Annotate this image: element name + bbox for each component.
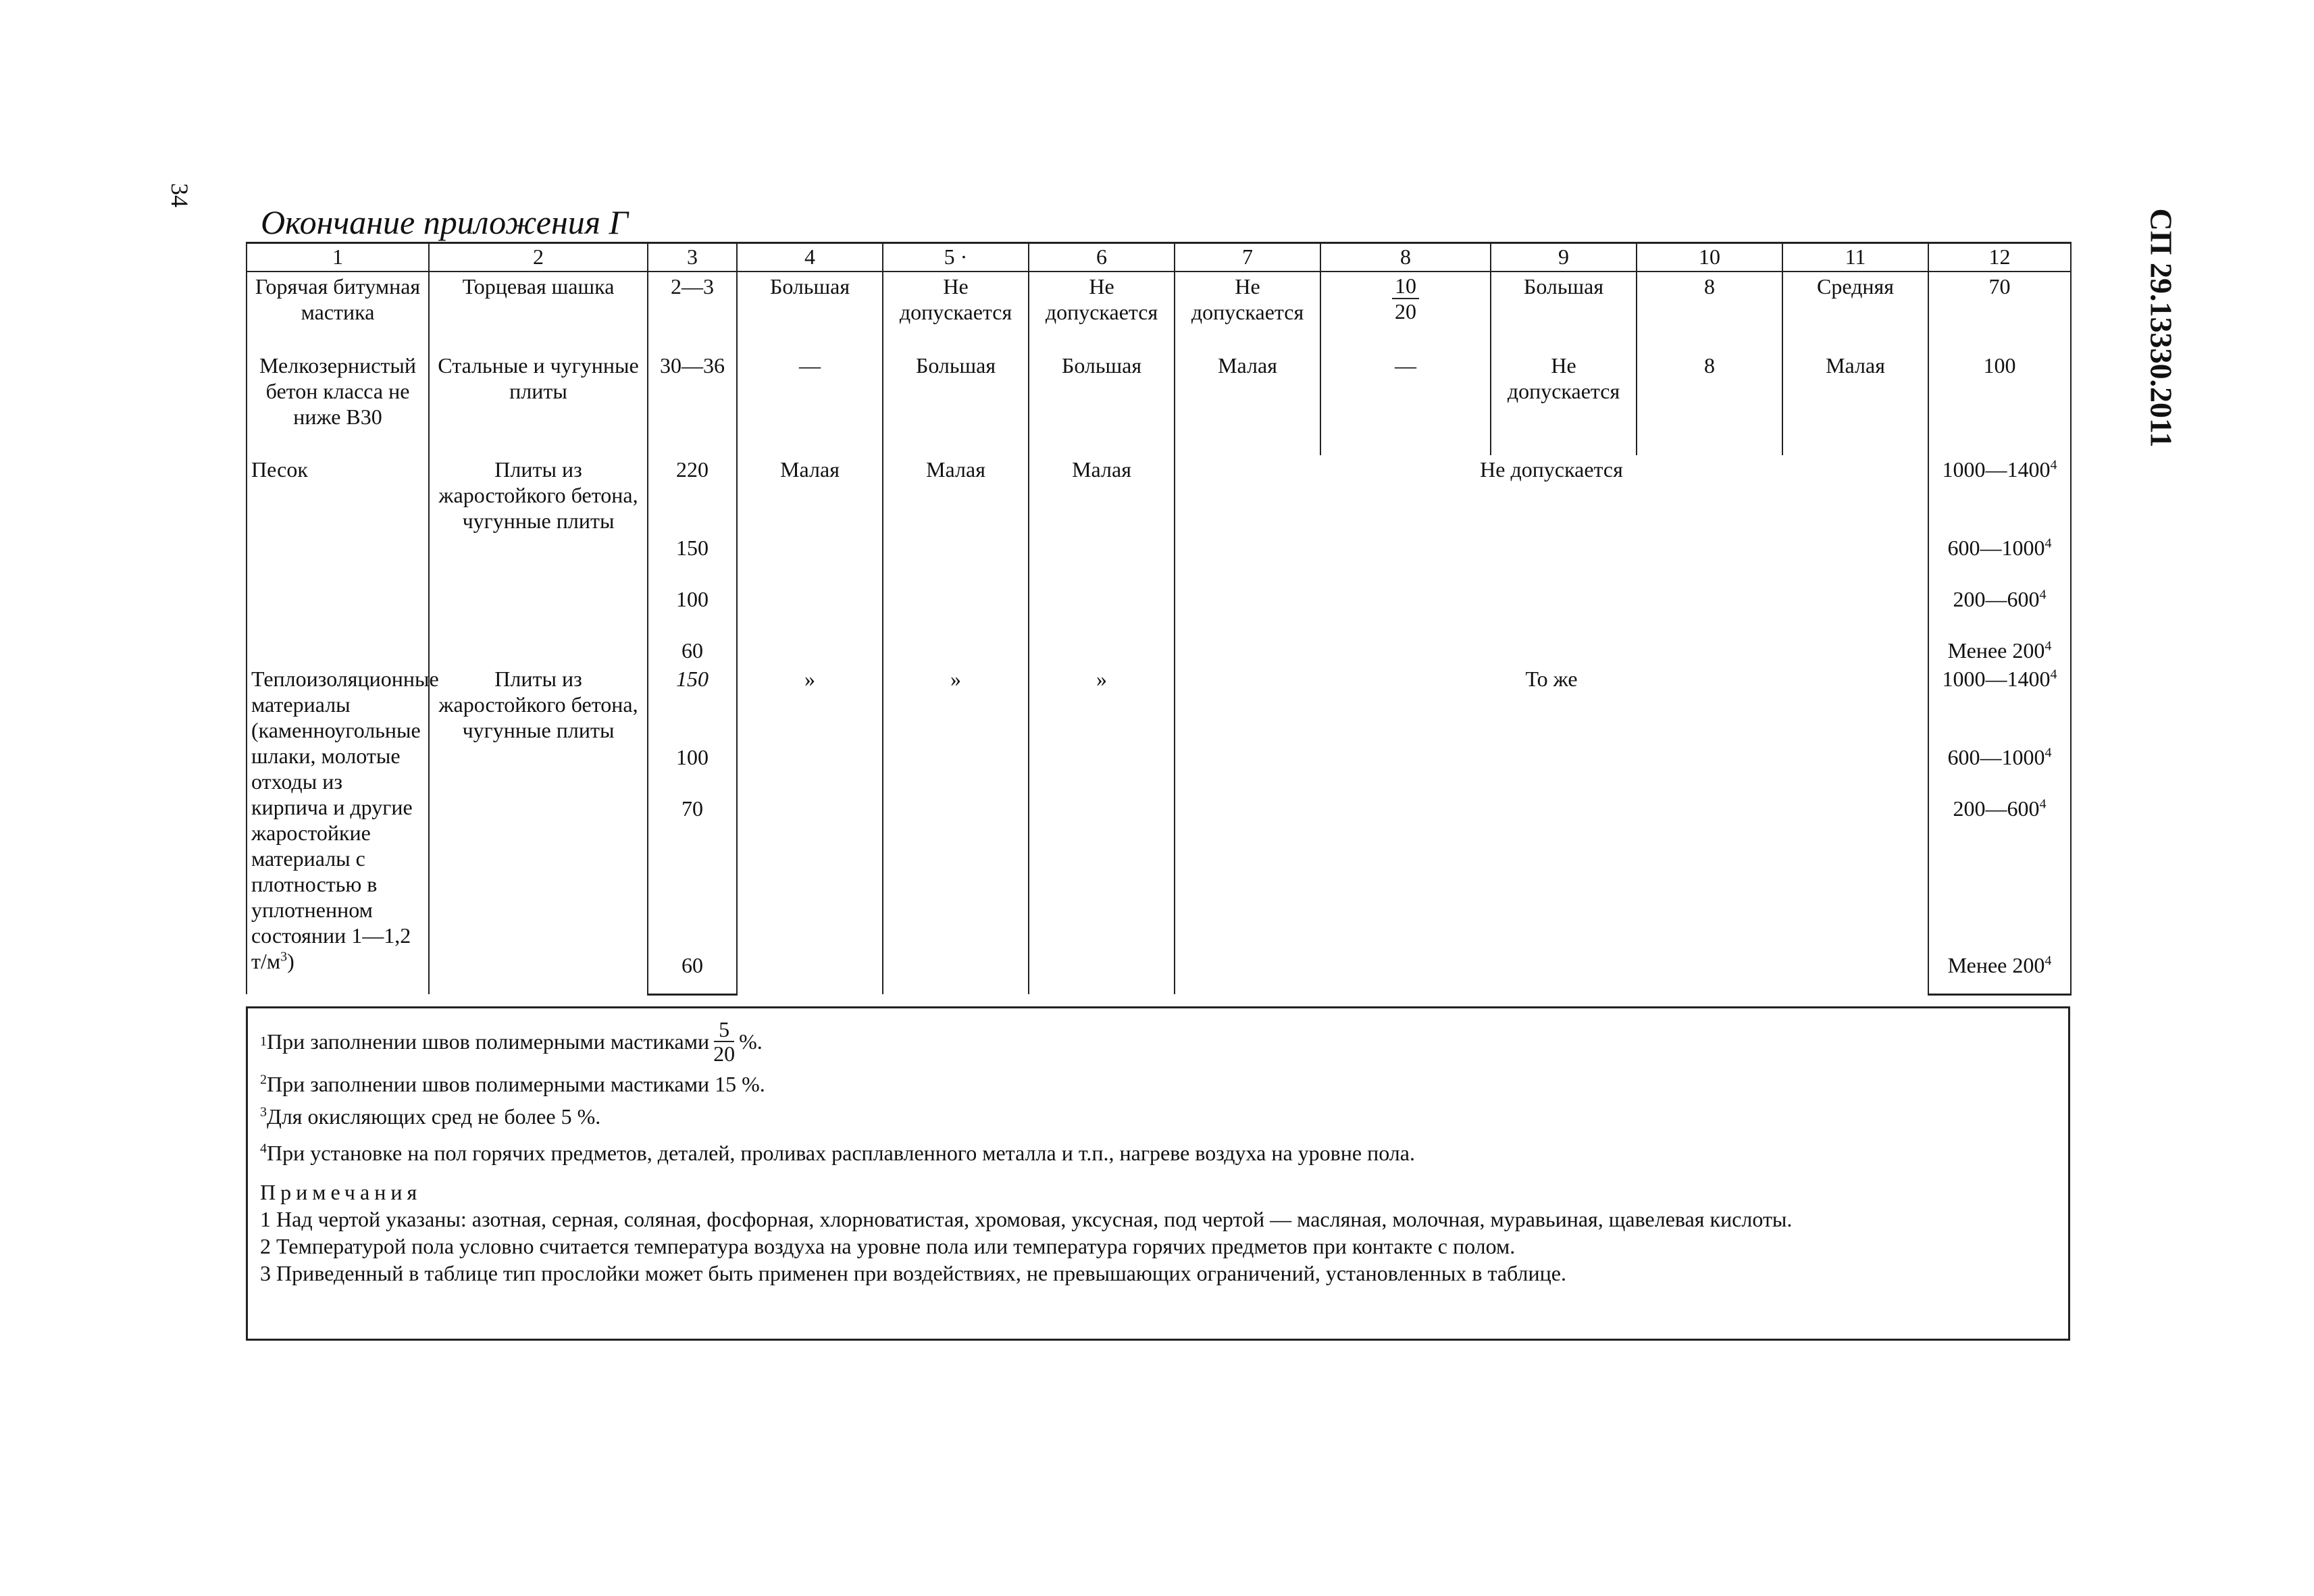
cell-thickness: 60 [648,951,737,994]
footnote-text: При заполнении швов полимерными мастиками [267,1029,710,1054]
table-cell: Малая [737,455,883,665]
table-cell: 100 [1928,351,2071,455]
footnote-marker: 4 [260,1141,267,1156]
footnote-ref: 4 [2045,745,2052,761]
fraction-numerator: 5 [719,1017,730,1041]
column-header: 6 [1029,243,1175,272]
column-header: 1 [247,243,429,272]
table-cell: — [1320,351,1491,455]
footnote-text: При установке на пол горячих предметов, деталей, проливах расплавленного металла и т.п., нагреве воздуха на уровне пола. [267,1141,1415,1165]
column-header: 12 [1928,243,2071,272]
table-cell: 8 [1637,272,1782,351]
table-cell: Большая [737,272,883,351]
column-header: 2 [429,243,648,272]
table-cell: Не допускается [1491,351,1637,455]
table-cell: Не допускается [1029,272,1175,351]
temperature-value: Менее 200 [1947,638,2045,663]
table-row [247,272,2071,351]
footnote-percent: %. [739,1029,763,1054]
cell-thickness: 100 [648,743,737,794]
temperature-value: 200—600 [1953,587,2040,611]
table-cell: » [1029,665,1175,994]
table-cell: Большая [1029,351,1175,455]
cell-temperature [1928,665,2071,743]
table-header-row [247,243,2071,272]
table-row [247,665,2071,743]
table-row [247,351,2071,455]
temperature-value: Менее 200 [1947,953,2045,977]
column-header: 11 [1782,243,1928,272]
footnote-2 [260,1071,2056,1098]
document-code: СП 29.13330.2011 [2144,208,2179,448]
table-cell-merged: Не допускается [1175,455,1928,665]
cell-coating: Стальные и чугунные плиты [429,351,648,455]
cell-coating: Торцевая шашка [429,272,648,351]
table-cell [1320,272,1491,351]
footnote-ref: 4 [2039,587,2047,602]
footnotes-block [246,1006,2070,1341]
note-2: 2 Температурой пола условно считается температура воздуха на уровне пола или температура горячих предметов при контакте с полом. [260,1234,1516,1258]
temperature-value: 1000—1400 [1942,457,2051,482]
table-cell: Большая [1491,272,1637,351]
cell-thickness: 60 [648,636,737,665]
table-cell: Средняя [1782,272,1928,351]
footnote-ref: 4 [2045,638,2052,654]
footnote-4 [260,1139,2056,1166]
fraction [1392,274,1419,324]
cell-thickness: 30—36 [648,351,737,455]
footnote-ref: 4 [2045,953,2052,969]
footnote-marker: 3 [260,1104,267,1120]
note-3: 3 Приведенный в таблице тип прослойки может быть применен при воздействиях, не превышающих ограничений, установленных в таблице. [260,1261,1566,1285]
column-header: 3 [648,243,737,272]
cell-temperature [1928,455,2071,534]
footnote-ref: 4 [2050,457,2057,473]
column-header: 10 [1637,243,1782,272]
cell-temperature [1928,951,2071,994]
cell-thickness: 100 [648,585,737,636]
requirements-table [246,242,2072,996]
table-cell: Малая [883,455,1029,665]
footnote-ref: 4 [2045,536,2052,551]
cell-coating: Плиты из жаростойкого бетона, чугунные плиты [429,665,648,994]
table-cell: Малая [1175,351,1320,455]
footnote-3 [260,1103,2056,1130]
footnote-ref: 4 [2050,667,2057,682]
note-1: 1 Над чертой указаны: азотная, серная, соляная, фосфорная, хлорноватистая, хромовая, уксусная, под чертой — масляная, молочная, муравьиная, щавелевая кислоты. [260,1207,1793,1231]
fraction-denominator: 20 [713,1041,736,1066]
table-cell: 70 [1928,272,2071,351]
table-cell: Не допускается [1175,272,1320,351]
fraction [713,1018,735,1065]
footnote-text: Для окисляющих сред не более 5 %. [267,1104,601,1129]
column-header: 8 [1320,243,1491,272]
material-text: Теплоизоляционные материалы (каменноугольные шлаки, молотые отходы из кирпича и другие жаростойкие материалы с плотностью в уплотненном состоянии 1—1,2 т/м [251,667,439,973]
temperature-value: 200—600 [1953,796,2040,821]
table-cell: » [737,665,883,994]
table-row [247,455,2071,534]
footnote-text: При заполнении швов полимерными мастиками 15 %. [267,1072,765,1096]
cell-thickness: 220 [648,455,737,534]
table-cell: 8 [1637,351,1782,455]
footnote-marker: 2 [260,1072,267,1087]
fraction-numerator: 10 [1392,274,1419,299]
table-cell: Большая [883,351,1029,455]
table-cell-merged: То же [1175,665,1928,994]
table-cell: Малая [1782,351,1928,455]
table-cell: » [883,665,1029,994]
cell-temperature [1928,534,2071,585]
cell-temperature [1928,743,2071,794]
column-header: 4 [737,243,883,272]
cell-material: Горячая битумная мастика [247,272,429,351]
cell-temperature [1928,794,2071,951]
cell-material: Теплоизоляционные материалы (каменноугольные шлаки, молотые отходы из кирпича и другие жаростойкие материалы с плотностью в уплотненном состоянии 1—1,2 $т/м^3$) [247,665,429,994]
fraction-denominator: 20 [1395,299,1416,324]
cell-temperature [1928,636,2071,665]
column-header: 9 [1491,243,1637,272]
notes-title: Примечания [260,1180,422,1204]
cell-thickness: 2—3 [648,272,737,351]
cell-thickness: 70 [648,794,737,951]
column-header: 5 · [883,243,1029,272]
footnote-1: 1 При заполнении швов полимерными мастиками 5 20 %. [260,1017,763,1066]
page-number: 34 [166,183,193,207]
table-cell: — [737,351,883,455]
cell-material: Песок [247,455,429,665]
column-header: 7 [1175,243,1320,272]
temperature-value: 1000—1400 [1942,667,2051,691]
cell-thickness: 150 [648,534,737,585]
table-cell: Не допускается [883,272,1029,351]
table-cell: Малая [1029,455,1175,665]
cell-temperature [1928,585,2071,636]
temperature-value: 600—1000 [1947,536,2045,560]
cell-material: Мелкозернистый бетон класса не ниже В30 [247,351,429,455]
appendix-title: Окончание приложения Г [261,203,628,241]
temperature-value: 600—1000 [1947,745,2045,769]
footnote-ref: 4 [2039,796,2047,812]
cell-thickness: 150 [648,665,737,743]
cell-coating: Плиты из жаростойкого бетона, чугунные плиты [429,455,648,665]
footnote-ref: 3 [280,949,288,964]
